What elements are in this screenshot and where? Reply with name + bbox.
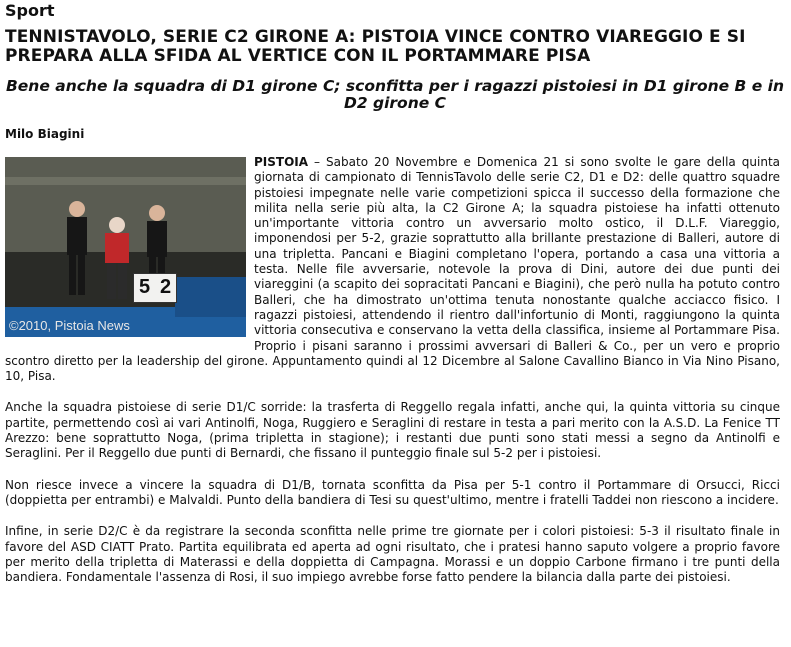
paragraph-1-text: – Sabato 20 Novembre e Domenica 21 si sono svolte le gare della quinta giornata di campionato di TennisTavolo delle serie C2, D1 e D2: delle quattro squadre pistoiesi impegnate nelle varie competizioni spicca il successo della formazione che milita nella serie più alta, la C2 Girone A; la squadra pistoiese ha infatti ottenuto un'importante vittoria contro un avversario molto ostico, il D.L.F. Viareggio, imponendosi per 5-2, grazie soprattutto alla brillante prestazione di Balleri, autore di una tripletta. Pancani e Biagini completano l'opera, portando a casa una vittoria a testa. Nelle file avversarie, notevole la prova di Dini, autore dei due punti dei viareggini (a scapito dei sopracitati Pancani e Biagini), che però nulla ha potuto contro Balleri, che ha dimostrato un'ottima tenuta nonostante qualche acciacco fisico. I ragazzi pistoiesi, attendendo il rientro dall'infortunio di Monti, raggiungono la quinta vittoria consecutiva e conservano la vetta della classifica, insieme al Portammare Pisa. Proprio i pisani saranno i prossimi avversari di Balleri & Co., per un vero e proprio scontro diretto per la leadership del girone. Appuntamento quindi al 12 Dicembre al Salone Cavallino Bianco in Via Nino Pisano, 10, Pisa. — [5, 155, 780, 384]
team-photo[interactable] — [5, 157, 246, 337]
score-left: 5 — [138, 276, 151, 299]
scoreboard — [133, 273, 177, 303]
team-photo-image — [5, 157, 246, 337]
article-title: TENNISTAVOLO, SERIE C2 GIRONE A: PISTOIA VINCE CONTRO VIAREGGIO E SI PREPARA ALLA SFIDA AL VERTICE CON IL PORTAMMARE PISA — [5, 27, 746, 66]
paragraph-4: Infine, in serie D2/C è da registrare la seconda sconfitta nelle prime tre giornate per i colori pistoiesi: 5-3 il risultato finale in favore del ASD CIATT Prato. Partita equilibrata ed aperta ad ogni risultato, che i pratesi hanno saputo volgere a proprio favore per merito della tripletta di Materassi e della doppietta di Campagna. Morassi e un doppio Carbone firmano i tre punti della bandiera. Fondamentale l'assenza di Rosi, il suo impiego avrebbe forse fatto pendere la bilancia dalla parte dei pistoiesi. — [5, 524, 780, 585]
photo-caption: ©2010, Pistoia News — [9, 317, 130, 333]
author-byline: Milo Biagini — [5, 127, 85, 141]
paragraph-1 — [5, 155, 780, 384]
dateline-place: PISTOIA — [254, 155, 309, 169]
score-right: 2 — [159, 276, 172, 299]
article-subtitle: Bene anche la squadra di D1 girone C; sconfitta per i ragazzi pistoiesi in D1 girone B e in D2 girone C — [5, 77, 785, 112]
section-label: Sport — [5, 1, 55, 20]
paragraph-2: Anche la squadra pistoiese di serie D1/C sorride: la trasferta di Reggello regala infatti, anche qui, la quinta vittoria su cinque partite, permettendo così ai vari Antinolfi, Noga, Ruggiero e Seraglini di restare in testa a pari merito con la A.S.D. La Fenice TT Arezzo: bene soprattutto Noga, (prima tripletta in stagione); i restanti due punti sono stati messi a segno da Antinolfi e Seraglini. Per il Reggello due punti di Bernardi, che fissano il punteggio finale sul 5-2 per i pistoiesi. — [5, 400, 780, 461]
article-body — [5, 155, 780, 601]
paragraph-3: Non riesce invece a vincere la squadra di D1/B, tornata sconfitta da Pisa per 5-1 contro il Portammare di Orsucci, Ricci (doppietta per entrambi) e Malvaldi. Punto della bandiera di Tesi su quest'ultimo, mentre i fratelli Taddei non riescono a incidere. — [5, 477, 780, 507]
